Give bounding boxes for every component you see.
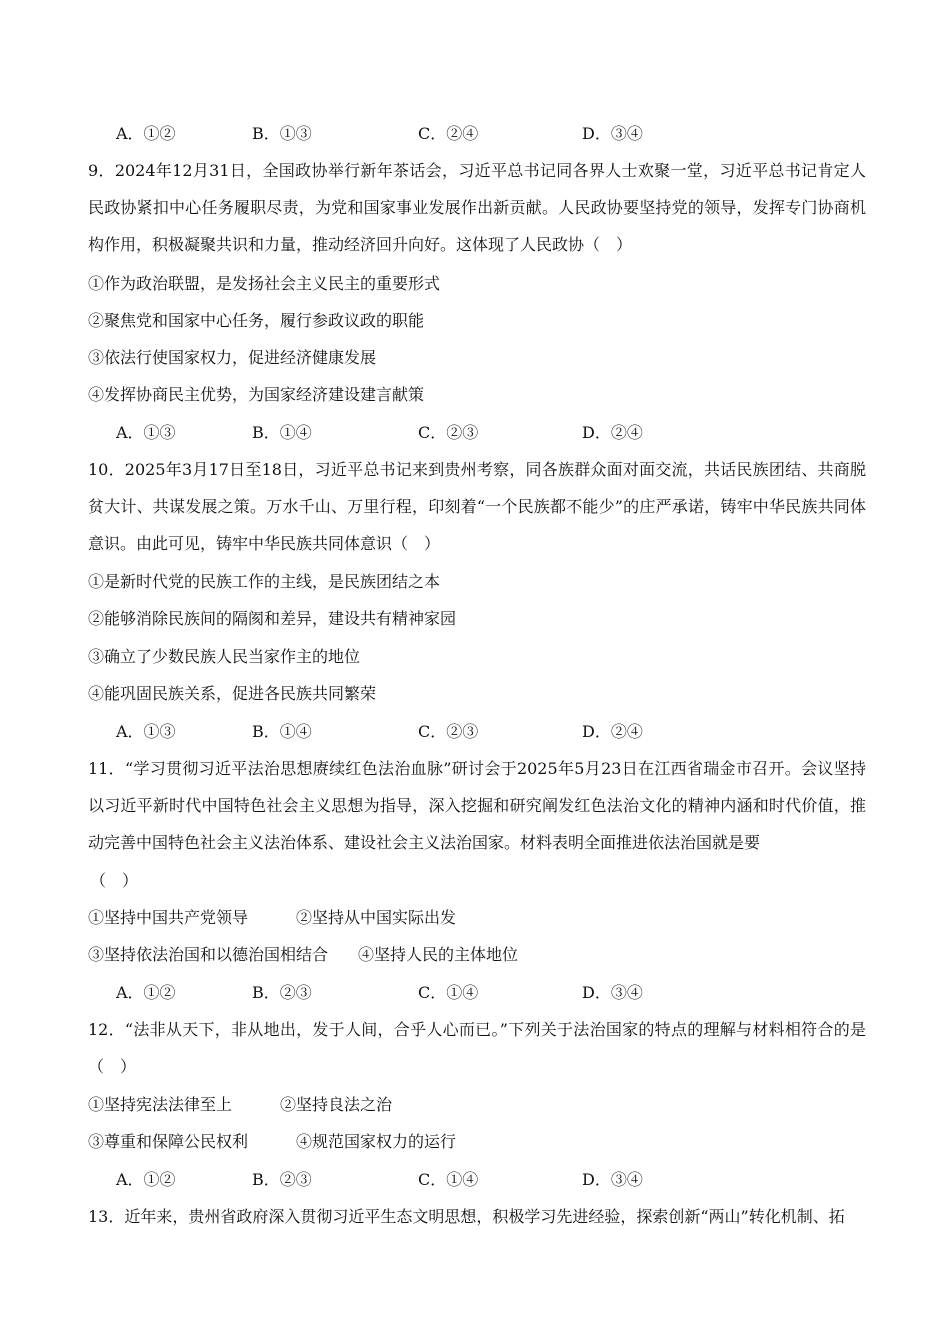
q10-stem: 10．2025年3月17日至18日，习近平总书记来到贵州考察，同各族群众面对面交流，共话民族团结、共商脱贫大计、共谋发展之策。万水千山、万里行程，印刻着“一个民族都不能少”的庄严承诺，铸牢中华民族共同体意识。由此可见，铸牢中华民族共同体意识（ ） xyxy=(88,460,866,554)
q13-stem: 13．近年来，贵州省政府深入贯彻习近平生态文明思想，积极学习先进经验，探索创新“两山”转化机制、拓 xyxy=(88,1207,845,1226)
q11-option-d: D．③④ xyxy=(582,983,643,1002)
q11-stem: 11．“学习贯彻习近平法治思想赓续红色法治血脉”研讨会于2025年5月23日在江西省瑞金市召开。会议坚持以习近平新时代中国特色社会主义思想为指导，深入挖掘和研究阐发红色法治文化的精神内涵和时代价值，推动完善中国特色社会主义法治体系、建设社会主义法治国家。材料表明全面推进依法治国就是要 xyxy=(88,759,866,853)
q11-item-4: ④坚持人民的主体地位 xyxy=(358,945,519,964)
q9-option-a: A．①③ xyxy=(116,423,176,442)
q10-item-3: ③确立了少数民族人民当家作主的地位 xyxy=(88,647,361,666)
q8-option-c: C．②④ xyxy=(418,124,479,143)
q12-option-c: C．①④ xyxy=(418,1170,479,1189)
q11-stem-paren: （ ） xyxy=(90,871,139,890)
q11-items-row-2 xyxy=(88,943,519,967)
q9-item-1: ①作为政治联盟，是发扬社会主义民主的重要形式 xyxy=(88,274,441,293)
q10-option-b: B．①④ xyxy=(252,722,312,741)
q10-item-4: ④能巩固民族关系，促进各民族共同繁荣 xyxy=(88,684,377,703)
q11-option-c: C．①④ xyxy=(418,983,479,1002)
q12-option-d: D．③④ xyxy=(582,1170,643,1189)
q10-item-2: ②能够消除民族间的隔阂和差异，建设共有精神家园 xyxy=(88,609,457,628)
q10-option-d: D．②④ xyxy=(582,722,643,741)
q12-option-a: A．①② xyxy=(116,1170,176,1189)
q11-item-1: ①坚持中国共产党领导 xyxy=(88,908,249,927)
q12-items-row-1 xyxy=(88,1093,393,1117)
q9-option-c: C．②③ xyxy=(418,423,479,442)
q12-item-2: ②坚持良法之治 xyxy=(280,1095,393,1114)
q9-option-b: B．①④ xyxy=(252,423,312,442)
q11-items-row-1 xyxy=(88,906,457,930)
q12-items-row-2 xyxy=(88,1130,457,1154)
q11-option-a: A．①② xyxy=(116,983,176,1002)
q9-item-3: ③依法行使国家权力，促进经济健康发展 xyxy=(88,348,377,367)
q10-option-c: C．②③ xyxy=(418,722,479,741)
q11-option-b: B．②③ xyxy=(252,983,312,1002)
q9-stem: 9．2024年12月31日，全国政协举行新年茶话会，习近平总书记同各界人士欢聚一堂，习近平总书记肯定人民政协紧扣中心任务履职尽责，为党和国家事业发展作出新贡献。人民政协要坚持党的领导，发挥专门协商机构作用，积极凝聚共识和力量，推动经济回升向好。这体现了人民政协（ ） xyxy=(88,161,866,255)
q12-item-1: ①坚持宪法法律至上 xyxy=(88,1095,233,1114)
q12-item-3: ③尊重和保障公民权利 xyxy=(88,1132,249,1151)
q12-item-4: ④规范国家权力的运行 xyxy=(296,1132,457,1151)
q9-option-d: D．②④ xyxy=(582,423,643,442)
q9-item-4: ④发挥协商民主优势，为国家经济建设建言献策 xyxy=(88,385,425,404)
q8-option-b: B．①③ xyxy=(252,124,312,143)
q8-option-d: D．③④ xyxy=(582,124,643,143)
q12-option-b: B．②③ xyxy=(252,1170,312,1189)
q10-option-a: A．①③ xyxy=(116,722,176,741)
q11-item-2: ②坚持从中国实际出发 xyxy=(296,908,457,927)
q12-stem: 12．“法非从天下，非从地出，发于人间，合乎人心而已。”下列关于法治国家的特点的理解与材料相符合的是（ ） xyxy=(88,1020,866,1077)
q11-item-3: ③坚持依法治国和以德治国相结合 xyxy=(88,945,329,964)
q10-item-1: ①是新时代党的民族工作的主线，是民族团结之本 xyxy=(88,572,441,591)
q9-item-2: ②聚焦党和国家中心任务，履行参政议政的职能 xyxy=(88,311,425,330)
q8-option-a: A．①② xyxy=(116,124,176,143)
